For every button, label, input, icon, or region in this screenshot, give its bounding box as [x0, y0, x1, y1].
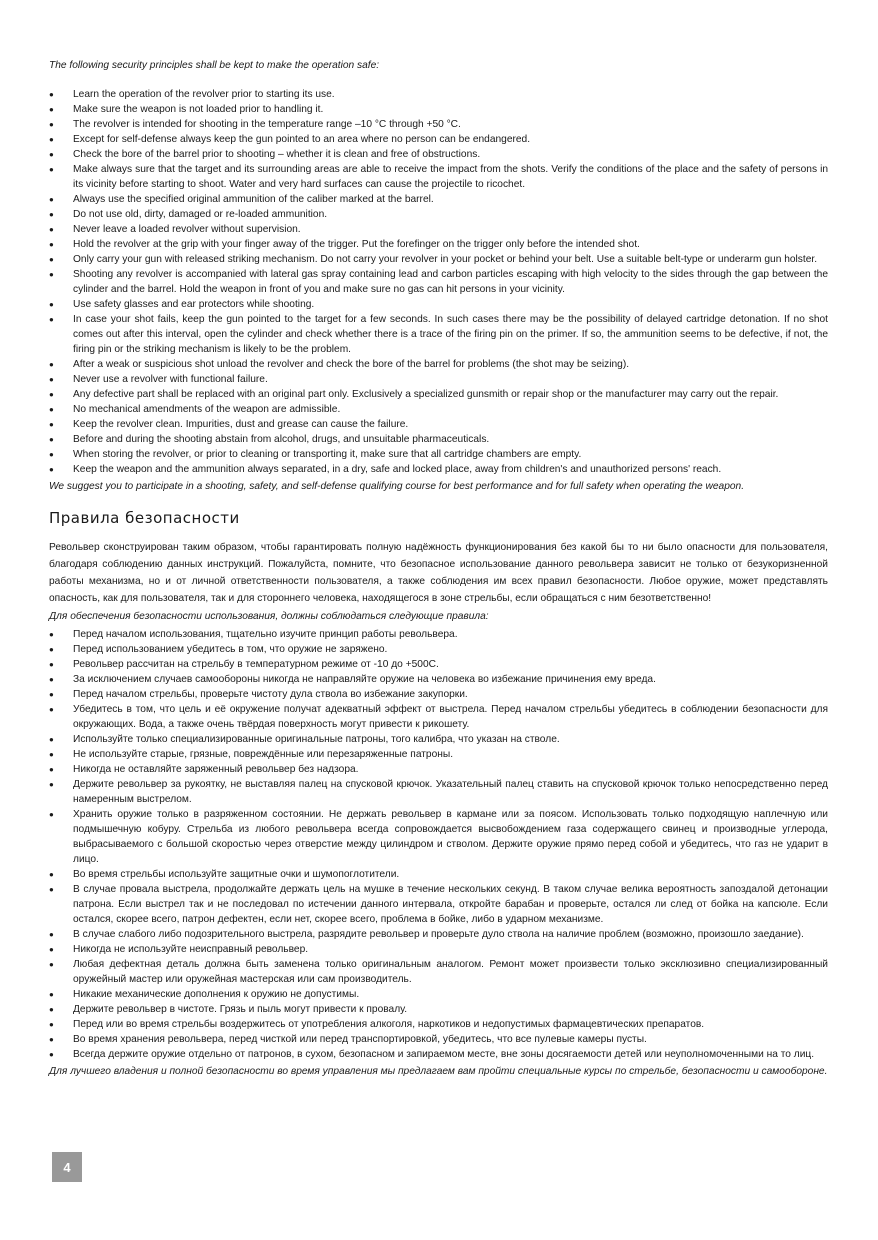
- list-item: ● В случае слабого либо подозрительного выстрела, разрядите револьвер и проверьте дуло ствола на наличие проблем (возможно, произошло заедание).: [49, 927, 828, 942]
- list-item: ● Во время стрельбы используйте защитные очки и шумопоглотители.: [49, 867, 828, 882]
- page-content: [49, 58, 828, 1089]
- list-item: ● Check the bore of the barrel prior to shooting – whether it is clean and free of obstructions.: [49, 147, 828, 162]
- list-item: ● Before and during the shooting abstain from alcohol, drugs, and unsuitable pharmaceuticals.: [49, 432, 828, 447]
- list-item: ● In case your shot fails, keep the gun pointed to the target for a few seconds. In such cases there may be the possibility of delayed cartridge detonation. If no shot comes out after this interval, open the cylinder and check whether there is a trace of the firing pin on the primer. If so, the ammunition seems to be defective, if not, the firing pin or the striking mechanism is likely to be the problem.: [49, 312, 828, 357]
- list-item: ● Убедитесь в том, что цель и её окружение получат адекватный эффект от выстрела. Перед началом стрельбы убедитесь в соблюдении безопасности для окружающих. Вода, а также очень твёрдая поверхность могут привести к рикошету.: [49, 702, 828, 732]
- list-item: ● Никакие механические дополнения к оружию не допустимы.: [49, 987, 828, 1002]
- list-item: ● Only carry your gun with released striking mechanism. Do not carry your revolver in your pocket or behind your belt. Use a suitable belt-type or underarm gun holster.: [49, 252, 828, 267]
- list-item: ● Use safety glasses and ear protectors while shooting.: [49, 297, 828, 312]
- list-item: ● Перед или во время стрельбы воздержитесь от употребления алкоголя, наркотиков и недопустимых фармацевтических препаратов.: [49, 1017, 828, 1032]
- ru-heading: Правила безопасности: [49, 509, 240, 527]
- list-item: ● Learn the operation of the revolver prior to starting its use.: [49, 87, 828, 102]
- list-item: ● Make sure the weapon is not loaded prior to handling it.: [49, 102, 828, 117]
- list-item: ● Держите револьвер за рукоятку, не выставляя палец на спусковой крючок. Указательный палец ставить на спусковой крючок только непосредственно перед намеренным выстрелом.: [49, 777, 828, 807]
- ru-outro: Для лучшего владения и полной безопасности во время управления мы предлагаем вам пройти специальные курсы по стрельбе, безопасности и самообороне.: [49, 1066, 828, 1077]
- list-item: ● Make always sure that the target and its surrounding areas are able to receive the impact from the shots. Verify the conditions of the place and the safety of persons in its vicinity before starting to shoot. Water and very hard surfaces can cause the projectile to ricochet.: [49, 162, 828, 192]
- list-item: ● Держите револьвер в чистоте. Грязь и пыль могут привести к провалу.: [49, 1002, 828, 1017]
- list-item: ● No mechanical amendments of the weapon are admissible.: [49, 402, 828, 417]
- list-item: ● Перед началом стрельбы, проверьте чистоту дула ствола во избежание закупорки.: [49, 687, 828, 702]
- list-item: ● Всегда держите оружие отдельно от патронов, в сухом, безопасном и запираемом месте, вне зоны досягаемости детей или неуполномоченными на то лиц.: [49, 1047, 828, 1062]
- list-item: ● Any defective part shall be replaced with an original part only. Exclusively a specialized gunsmith or repair shop or the manufacturer may carry out the repair.: [49, 387, 828, 402]
- list-item: ● Револьвер рассчитан на стрельбу в температурном режиме от -10 до +500С.: [49, 657, 828, 672]
- list-item: ● Keep the revolver clean. Impurities, dust and grease can cause the failure.: [49, 417, 828, 432]
- list-item: ● Любая дефектная деталь должна быть заменена только оригинальным аналогом. Ремонт может произвести только эксклюзивно специализированный оружейный мастер или оружейная мастерская или сам производитель.: [49, 957, 828, 987]
- list-item: ● Используйте только специализированные оригинальные патроны, того калибра, что указан на стволе.: [49, 732, 828, 747]
- list-item: ● After a weak or suspicious shot unload the revolver and check the bore of the barrel for problems (the shot may be seizing).: [49, 357, 828, 372]
- list-item: ● Hold the revolver at the grip with your finger away of the trigger. Put the forefinger on the trigger only before the intended shot.: [49, 237, 828, 252]
- list-item: ● Никогда не используйте неисправный револьвер.: [49, 942, 828, 957]
- list-item: ● The revolver is intended for shooting in the temperature range –10 °C through +50 °C.: [49, 117, 828, 132]
- list-item: ● Хранить оружие только в разряженном состоянии. Не держать револьвер в кармане или за поясом. Использовать только подходящую наплечную или подмышечную кобуру. Стрельба из любого револьвера всегда сопровождается высвобождением газа содержащего свинец и производные углерода, выбрасываемого с большой скоростью через отверстие между цилиндром и стволом. Держите оружие прямо перед собой и убедитесь, что газ не ударит в лицо.: [49, 807, 828, 867]
- list-item: ● Никогда не оставляйте заряженный револьвер без надзора.: [49, 762, 828, 777]
- list-item: ● Перед началом использования, тщательно изучите принцип работы револьвера.: [49, 627, 828, 642]
- list-item: ● Never use a revolver with functional failure.: [49, 372, 828, 387]
- list-item: ● Except for self-defense always keep the gun pointed to an area where no person can be endangered.: [49, 132, 828, 147]
- ru-rules-list: [49, 627, 828, 1062]
- ru-paragraph: Револьвер сконструирован таким образом, чтобы гарантировать полную надёжность функционирования без какой бы то ни было опасности для пользователя, благодаря соблюдению данных инструкций. Пожалуйста, помните, что безопасное использование данного револьвера зависит не только от безукоризненной работы механизма, но и от личной ответственности пользователя, а также соблюдения им всех правил безопасности. Любое оружие, может представлять опасность, как для пользователя, так и для стороннего человека, находящегося в зоне стрельбы, если обращаться с ним безответственно!: [49, 542, 828, 604]
- list-item: ● За исключением случаев самообороны никогда не направляйте оружие на человека во избежание причинения ему вреда.: [49, 672, 828, 687]
- list-item: ● В случае провала выстрела, продолжайте держать цель на мушке в течение нескольких секунд. В таком случае велика вероятность запоздалой детонации патрона. Если выстрел так и не последовал по истечении данного интервала, откройте барабан и проверьте, остался ли след от бойка на капсюле. Если остался, скорее всего, патрон дефектен, если нет, скорее всего, проблема в бойке, либо в ударном механизме.: [49, 882, 828, 927]
- list-item: ● Always use the specified original ammunition of the caliber marked at the barrel.: [49, 192, 828, 207]
- list-item: ● When storing the revolver, or prior to cleaning or transporting it, make sure that all cartridge chambers are empty.: [49, 447, 828, 462]
- list-item: ● Do not use old, dirty, damaged or re-loaded ammunition.: [49, 207, 828, 222]
- list-item: ● Keep the weapon and the ammunition always separated, in a dry, safe and locked place, away from children's and unauthorized persons' reach.: [49, 462, 828, 477]
- page-number: 4: [52, 1152, 82, 1182]
- list-item: ● Never leave a loaded revolver without supervision.: [49, 222, 828, 237]
- list-item: ● Не используйте старые, грязные, повреждённые или перезаряженные патроны.: [49, 747, 828, 762]
- en-intro: The following security principles shall be kept to make the operation safe:: [49, 60, 380, 71]
- en-rules-list: [49, 87, 828, 477]
- list-item: ● Перед использованием убедитесь в том, что оружие не заряжено.: [49, 642, 828, 657]
- list-item: ● Shooting any revolver is accompanied with lateral gas spray containing lead and carbon particles escaping with high velocity to the sides through the gap between the cylinder and the barrel. Hold the weapon in front of you and make sure no gas can hit persons in your vicinity.: [49, 267, 828, 297]
- list-item: ● Во время хранения револьвера, перед чисткой или перед транспортировкой, убедитесь, что все пулевые камеры пусты.: [49, 1032, 828, 1047]
- en-outro: We suggest you to participate in a shooting, safety, and self-defense qualifying course for best performance and for full safety when operating the weapon.: [49, 481, 745, 492]
- ru-intro: Для обеспечения безопасности использования, должны соблюдаться следующие правила:: [49, 611, 489, 622]
